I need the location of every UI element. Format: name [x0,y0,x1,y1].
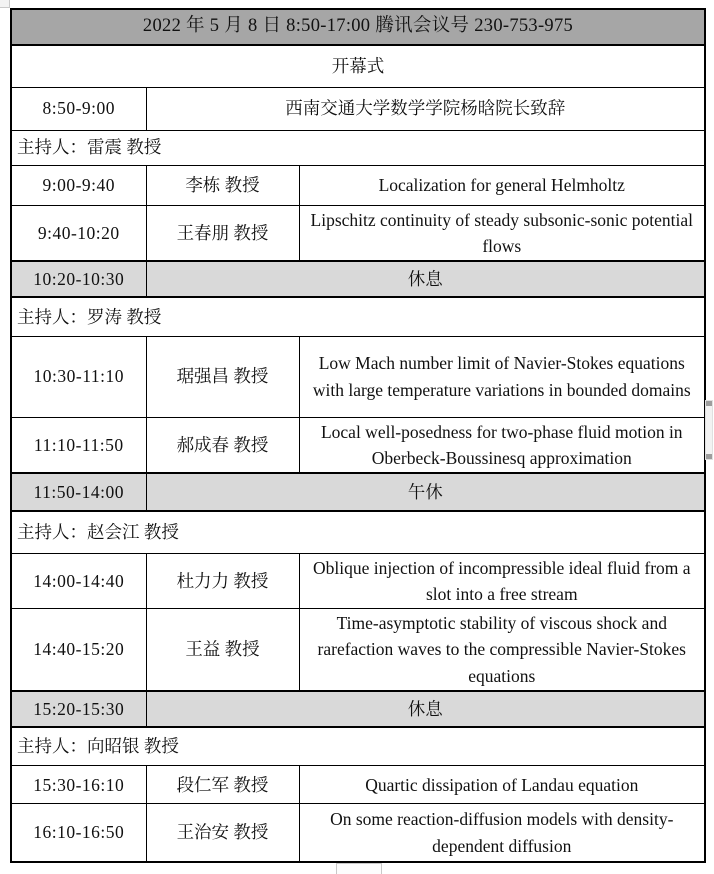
table-row [11,9,705,45]
talk-title-cell: On some reaction-diffusion models with density-dependent diffusion [299,804,705,862]
time-cell: 14:00-14:40 [11,553,146,609]
talk-title-cell: Lipschitz continuity of steady subsonic-sonic potential flows [299,205,705,261]
scrollbar-cap-top-icon [706,401,712,406]
time-cell: 8:50-9:00 [11,87,146,130]
time-cell: 14:40-15:20 [11,609,146,691]
event-cell: 西南交通大学数学学院杨晗院长致辞 [146,87,705,130]
table-row [11,261,705,297]
table-row [11,336,705,417]
table-row [11,297,705,336]
table-row [11,727,705,766]
chair-cell: 主持人：雷震 教授 [11,130,705,165]
table-row [11,609,705,691]
table-row [11,804,705,862]
talk-title-cell: Quartic dissipation of Landau equation [299,766,705,804]
time-cell: 10:20-10:30 [11,261,146,297]
talk-title-cell: Local well-posedness for two-phase fluid motion in Oberbeck-Boussinesq approximation [299,417,705,473]
table-row [11,417,705,473]
speaker-cell: 李栋 教授 [146,165,299,205]
time-cell: 9:40-10:20 [11,205,146,261]
table-row [11,553,705,609]
table-row [11,130,705,165]
cutoff-page-control-button[interactable] [336,863,382,874]
table-row [11,87,705,130]
meeting-header: 2022 年 5 月 8 日 8:50-17:00 腾讯会议号 230-753-975 [11,9,705,45]
time-cell: 10:30-11:10 [11,336,146,417]
talk-title-cell: Time-asymptotic stability of viscous shock and rarefaction waves to the compressible Navier-Stokes equations [299,609,705,691]
table-row [11,511,705,553]
chair-cell: 主持人：赵会江 教授 [11,511,705,553]
speaker-cell: 王春朋 教授 [146,205,299,261]
speaker-cell: 段仁军 教授 [146,766,299,804]
scrollbar[interactable] [705,400,713,460]
time-cell: 11:10-11:50 [11,417,146,473]
table-row [11,165,705,205]
time-cell: 15:20-15:30 [11,691,146,727]
time-cell: 11:50-14:00 [11,473,146,511]
table-row [11,205,705,261]
talk-title-cell: Oblique injection of incompressible ideal fluid from a slot into a free stream [299,553,705,609]
table-row [11,473,705,511]
time-cell: 16:10-16:50 [11,804,146,862]
speaker-cell: 王治安 教授 [146,804,299,862]
break-cell: 休息 [146,261,705,297]
speaker-cell: 琚强昌 教授 [146,336,299,417]
talk-title-cell: Localization for general Helmholtz [299,165,705,205]
time-cell: 9:00-9:40 [11,165,146,205]
cutoff-ui-corner-fragment [0,0,10,8]
chair-cell: 主持人：罗涛 教授 [11,297,705,336]
scrollbar-cap-bottom-icon [706,454,712,459]
speaker-cell: 王益 教授 [146,609,299,691]
break-cell: 午休 [146,473,705,511]
talk-title-cell: Low Mach number limit of Navier-Stokes equations with large temperature variations in bounded domains [299,336,705,417]
speaker-cell: 郝成春 教授 [146,417,299,473]
conference-schedule-table [10,8,706,863]
chair-cell: 主持人：向昭银 教授 [11,727,705,766]
section-title: 开幕式 [11,45,705,87]
table-row [11,691,705,727]
table-row [11,45,705,87]
table-row [11,766,705,804]
break-cell: 休息 [146,691,705,727]
speaker-cell: 杜力力 教授 [146,553,299,609]
time-cell: 15:30-16:10 [11,766,146,804]
